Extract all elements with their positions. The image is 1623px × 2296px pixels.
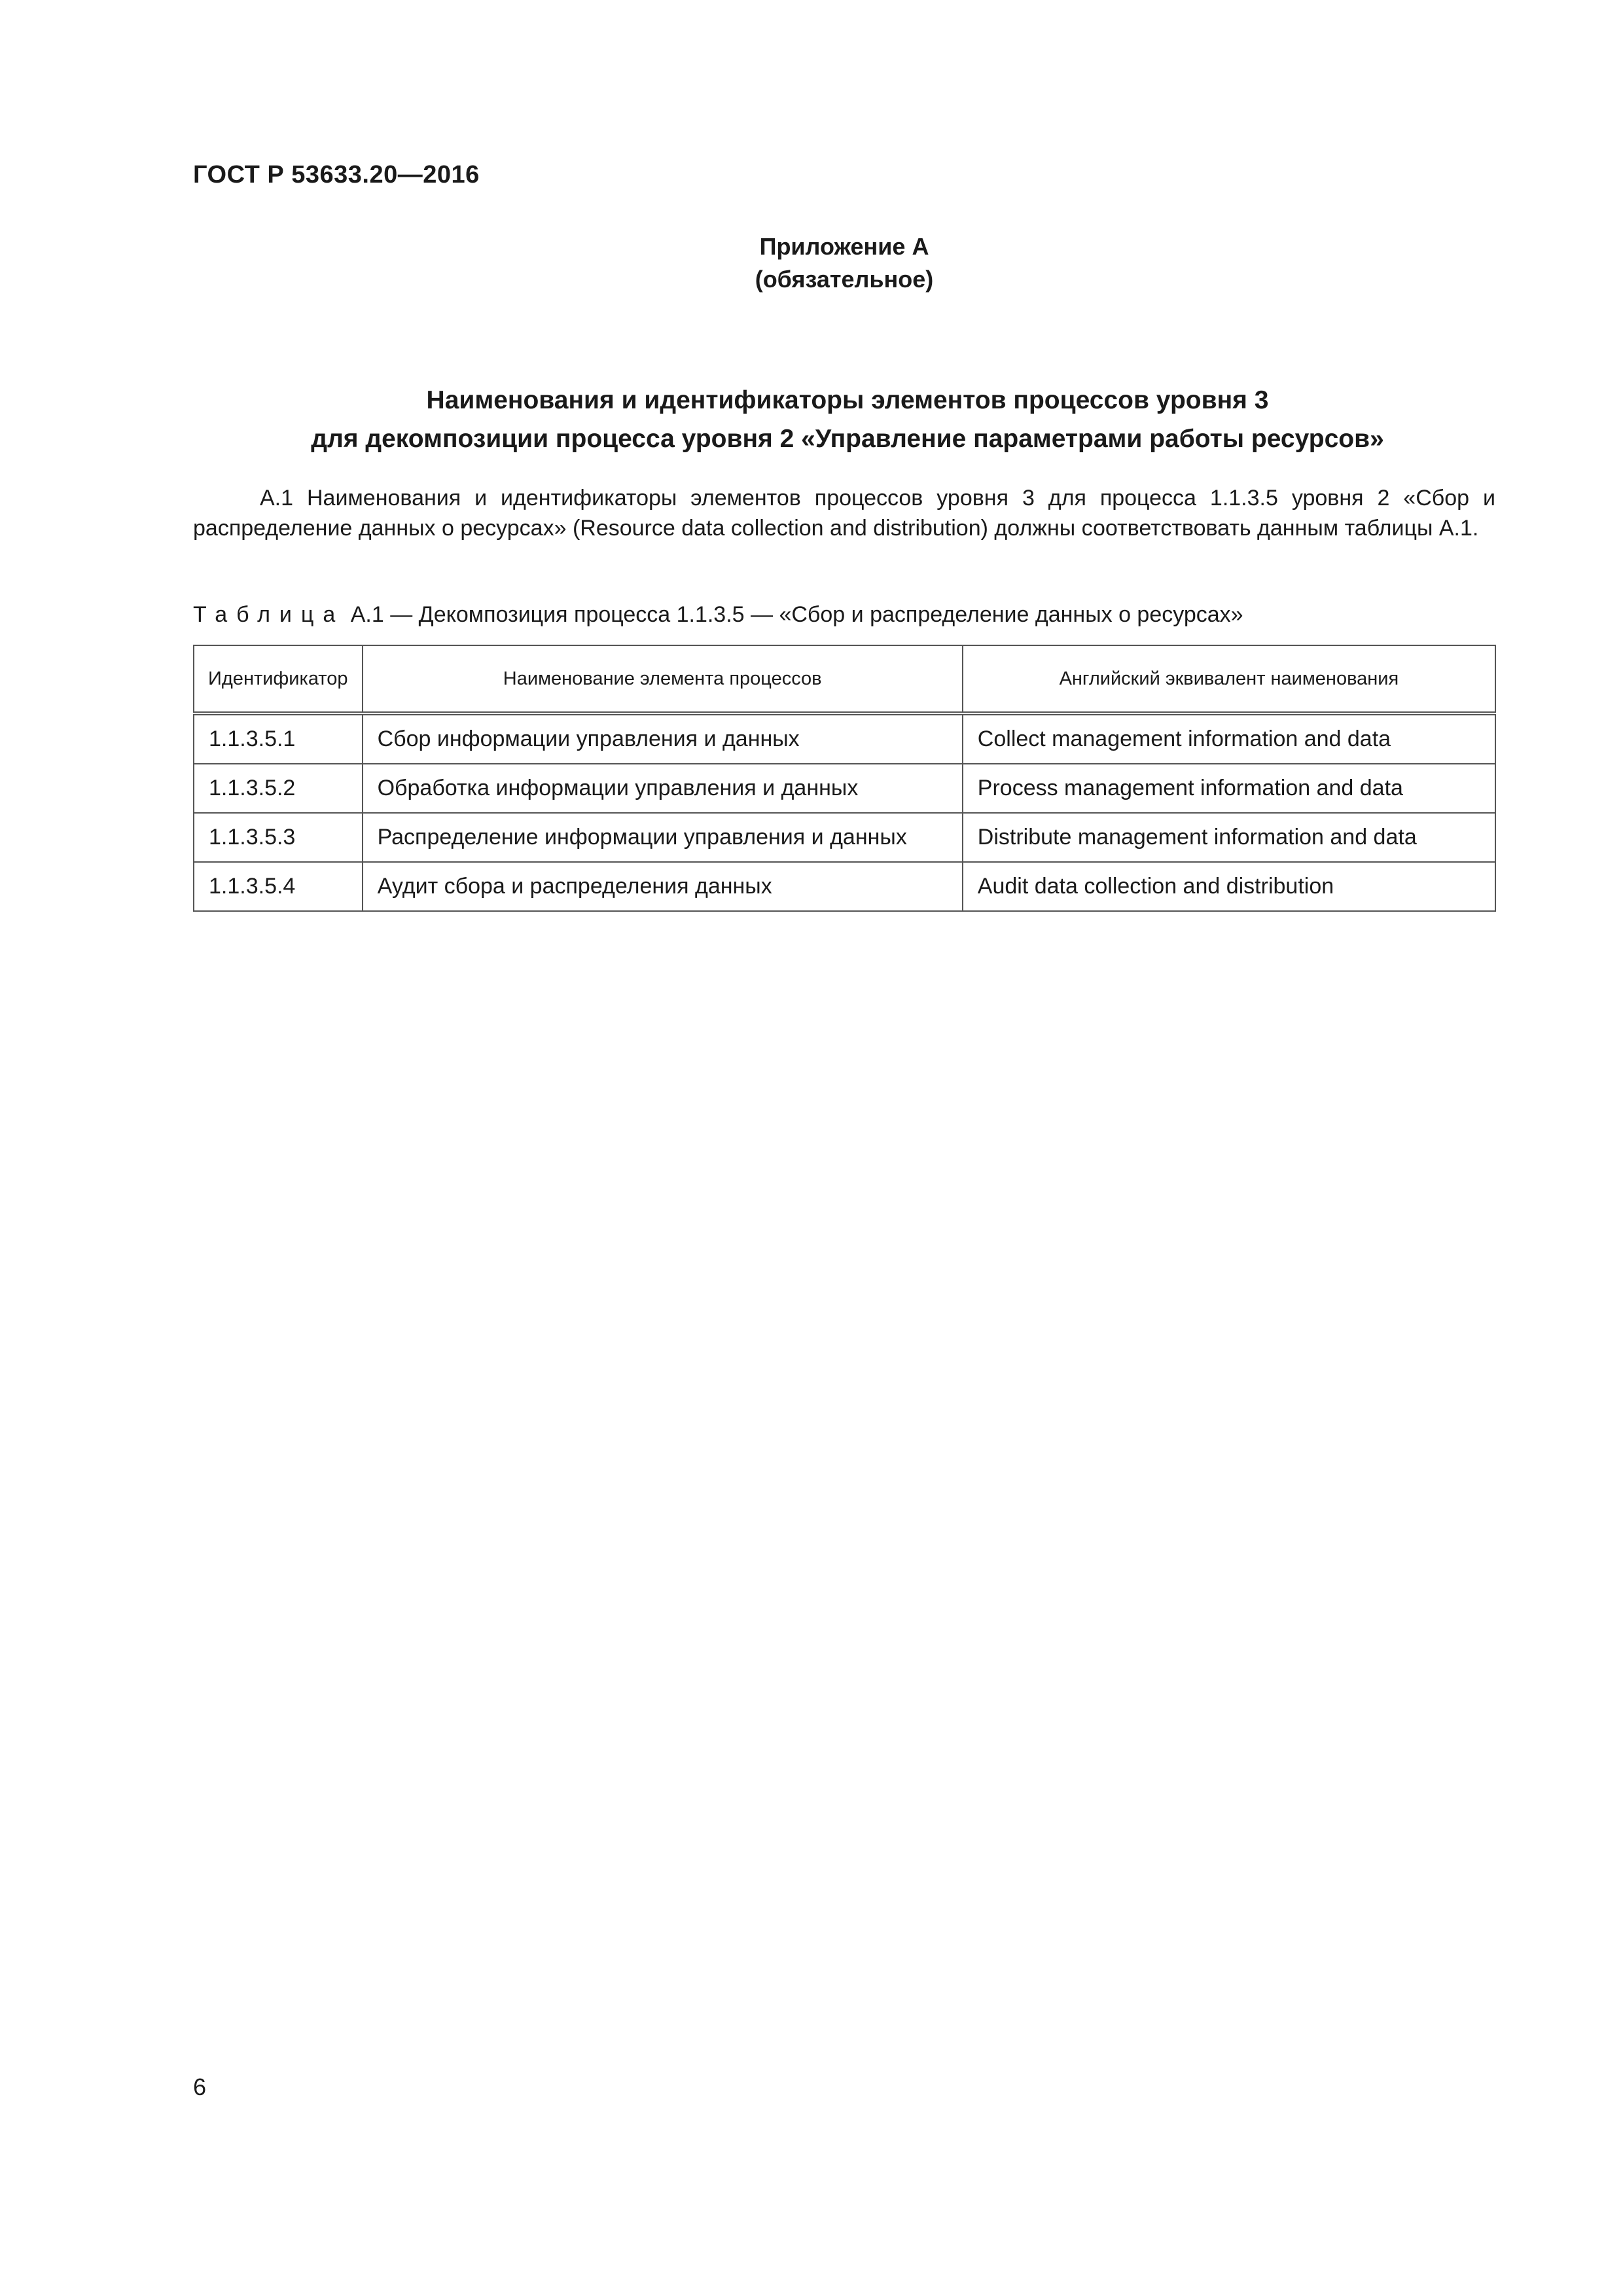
annex-title-line-2: для декомпозиции процесса уровня 2 «Управление параметрами работы ресурсов» bbox=[311, 425, 1384, 453]
cell-identifier: 1.1.3.5.1 bbox=[194, 713, 363, 764]
header-identifier: Идентификатор bbox=[194, 645, 363, 713]
cell-identifier: 1.1.3.5.4 bbox=[194, 862, 363, 911]
header-element-name: Наименование элемента процессов bbox=[363, 645, 963, 713]
cell-english-equivalent: Distribute management information and data bbox=[963, 813, 1495, 862]
header-english-equivalent: Английский эквивалент наименования bbox=[963, 645, 1495, 713]
table-row bbox=[194, 813, 1495, 862]
table-header-row bbox=[194, 645, 1495, 713]
table-row bbox=[194, 713, 1495, 764]
cell-identifier: 1.1.3.5.3 bbox=[194, 813, 363, 862]
cell-identifier: 1.1.3.5.2 bbox=[194, 764, 363, 813]
cell-english-equivalent: Process management information and data bbox=[963, 764, 1495, 813]
annex-heading bbox=[0, 230, 1623, 296]
annex-label: Приложение А bbox=[759, 233, 929, 260]
table-caption-label: Таблица bbox=[193, 602, 345, 627]
cell-english-equivalent: Audit data collection and distribution bbox=[963, 862, 1495, 911]
cell-element-name: Сбор информации управления и данных bbox=[363, 713, 963, 764]
table-caption-text: А.1 — Декомпозиция процесса 1.1.3.5 — «Сбор и распределение данных о ресурсах» bbox=[344, 602, 1243, 627]
annex-status: (обязательное) bbox=[755, 266, 934, 293]
table-row bbox=[194, 862, 1495, 911]
page-number: 6 bbox=[193, 2073, 207, 2100]
cell-element-name: Распределение информации управления и данных bbox=[363, 813, 963, 862]
table-row bbox=[194, 764, 1495, 813]
cell-element-name: Обработка информации управления и данных bbox=[363, 764, 963, 813]
cell-element-name: Аудит сбора и распределения данных bbox=[363, 862, 963, 911]
annex-title bbox=[193, 381, 1502, 458]
decomposition-table bbox=[193, 645, 1496, 912]
intro-paragraph: А.1 Наименования и идентификаторы элементов процессов уровня 3 для процесса 1.1.3.5 уровня 2 «Сбор и распределение данных о ресурсах» (Resource data collection and distribution) должны соответствовать данным таблицы А.1. bbox=[193, 486, 1495, 541]
document-header: ГОСТ Р 53633.20—2016 bbox=[193, 161, 480, 188]
annex-title-line-1: Наименования и идентификаторы элементов процессов уровня 3 bbox=[426, 386, 1269, 414]
table-caption bbox=[193, 600, 1243, 630]
cell-english-equivalent: Collect management information and data bbox=[963, 713, 1495, 764]
